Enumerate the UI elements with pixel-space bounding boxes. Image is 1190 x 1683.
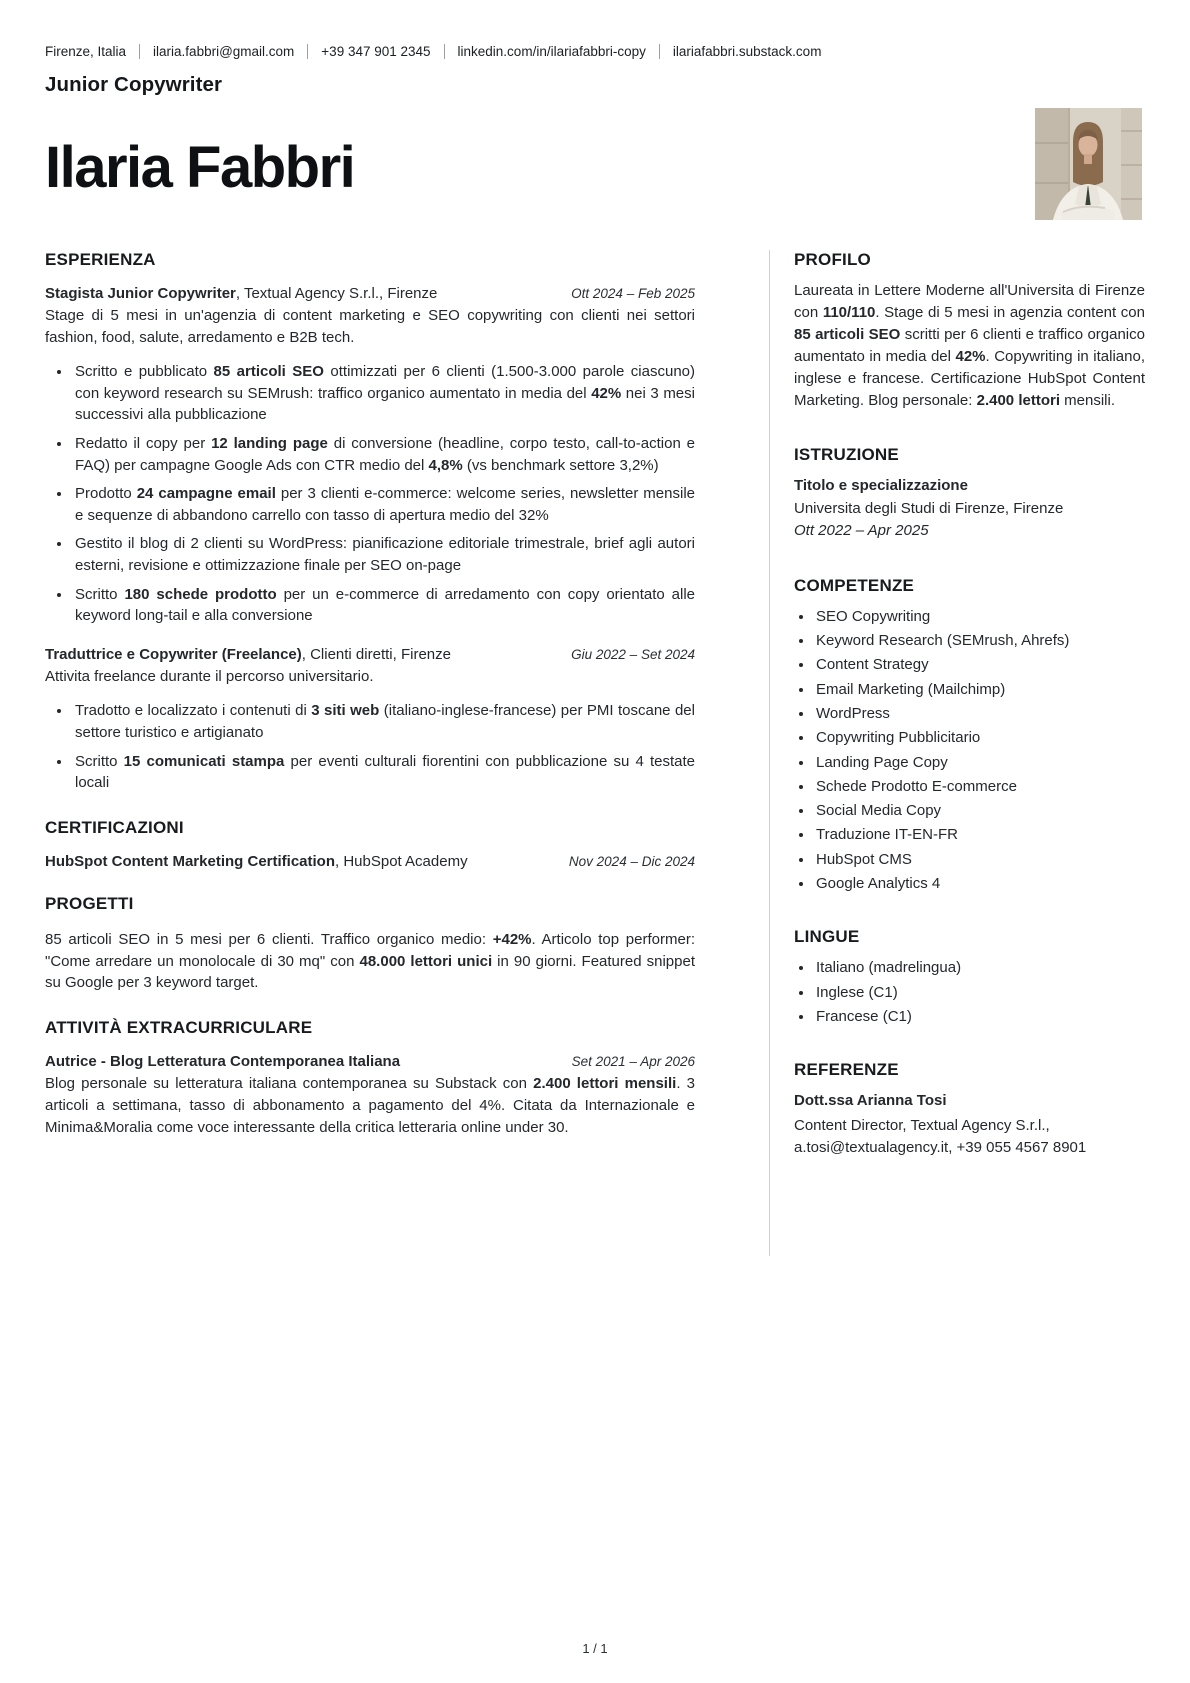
experience-entry	[45, 646, 695, 794]
section-extracurricular	[45, 1018, 695, 1139]
section-certifications	[45, 818, 695, 870]
job-summary: Attivita freelance durante il percorso universitario.	[45, 667, 374, 685]
contact-separator	[659, 44, 660, 59]
education-degree: Titolo e specializzazione	[794, 477, 968, 495]
contact-separator	[139, 44, 140, 59]
contact-email-link[interactable]: ilaria.fabbri@gmail.com	[153, 44, 295, 59]
section-title-education: ISTRUZIONE	[794, 445, 899, 465]
skills-list	[794, 606, 1145, 895]
reference-details: Content Director, Textual Agency S.r.l., a.tosi@textualagency.it, +39 055 4567 8901	[794, 1116, 1087, 1156]
language-item: • Italiano (madrelingua)	[814, 957, 1145, 978]
page-indicator: 1 / 1	[582, 1641, 608, 1656]
section-title-languages: LINGUE	[794, 927, 860, 947]
section-title-skills: COMPETENZE	[794, 575, 915, 595]
section-languages	[794, 927, 1145, 1027]
language-item: • Francese (C1)	[814, 1006, 1145, 1027]
section-title-experience: ESPERIENZA	[45, 250, 156, 269]
skill-item: • Google Analytics 4	[814, 873, 1145, 894]
job-bullet: • Scritto e pubblicato 85 articoli SEO ottimizzati per 6 clienti (1.500-3.000 parole ciascuno) con keyword research su SEMrush: traffico organico aumentato in media del 42% nei 3 mesi successivi alla pubblicazione	[72, 361, 695, 426]
skill-item: • Content Strategy	[814, 654, 1145, 675]
skill-item: • Keyword Research (SEMrush, Ahrefs)	[814, 630, 1145, 651]
contact-separator	[444, 44, 445, 59]
skill-item: • Email Marketing (Mailchimp)	[814, 679, 1145, 700]
job-meta: , Textual Agency S.r.l., Firenze	[235, 285, 438, 302]
projects-text: 85 articoli SEO in 5 mesi per 6 clienti. Traffico organico medio: +42%. Articolo top performer: "Come arredare un monolocale di 30 mq" con 48.000 lettori unici in 90 giorni. Featured snippet su Google per 3 keyword target.	[45, 930, 695, 992]
skill-item: • Schede Prodotto E-commerce	[814, 776, 1145, 797]
job-bullet-list	[45, 361, 695, 627]
section-title-profile: PROFILO	[794, 250, 871, 269]
section-projects	[45, 894, 695, 995]
certification-meta: , HubSpot Academy	[335, 852, 468, 870]
job-role: Stagista Junior Copywriter	[45, 285, 236, 302]
job-dates: Giu 2022 – Set 2024	[571, 646, 695, 662]
education-school: Universita degli Studi di Firenze, Firenze	[794, 499, 1064, 517]
certification-dates: Nov 2024 – Dic 2024	[568, 853, 695, 869]
section-education	[794, 445, 1145, 543]
job-dates: Ott 2024 – Feb 2025	[571, 286, 695, 301]
job-title-line	[45, 646, 451, 663]
job-summary: Stage di 5 mesi in un'agenzia di content marketing e SEO copywriting con clienti nei settori fashion, food, salute, arredamento e B2B tech.	[45, 307, 695, 346]
main-column	[45, 250, 695, 1256]
section-experience	[45, 250, 695, 794]
extracurricular-role: Autrice - Blog Letteratura Contemporanea Italiana	[45, 1053, 401, 1071]
section-references	[794, 1060, 1145, 1159]
section-title-certifications: CERTIFICAZIONI	[45, 817, 184, 837]
section-title-references: REFERENZE	[794, 1060, 899, 1080]
skill-item: • SEO Copywriting	[814, 606, 1145, 627]
profile-text: Laureata in Lettere Moderne all'Universita di Firenze con 110/110. Stage di 5 mesi in agenzia content con 85 articoli SEO scritti per 6 clienti e traffico organico aumentato in media del 42%. Copywriting in italiano, inglese e francese. Certificazione HubSpot Content Marketing. Blog personale: 2.400 lettori mensili.	[794, 282, 1145, 410]
header	[0, 0, 1190, 201]
job-title-line	[45, 285, 437, 302]
extracurricular-dates: Set 2021 – Apr 2026	[571, 1054, 695, 1070]
job-bullet-list	[45, 700, 695, 793]
skill-item: • Copywriting Pubblicitario	[814, 727, 1145, 748]
contact-website-link[interactable]: ilariafabbri.substack.com	[672, 44, 822, 59]
reference-name: Dott.ssa Arianna Tosi	[794, 1092, 947, 1110]
extracurricular-text: Blog personale su letteratura italiana contemporanea su Substack con 2.400 lettori mensili. 3 articoli a settimana, tasso di abbonamento a pagamento del 4%. Citata da Internazionale e Minima&Moralia come voce interessante della critica letteraria online under 30.	[45, 1075, 695, 1137]
contact-line	[45, 44, 1145, 59]
side-column	[769, 250, 1145, 1256]
skill-item: • Traduzione IT-EN-FR	[814, 824, 1145, 845]
languages-list	[794, 957, 1145, 1027]
job-bullet: • Tradotto e localizzato i contenuti di 3 siti web (italiano-inglese-francese) per PMI toscane del settore turistico e artigianato	[72, 700, 695, 743]
contact-location: Firenze, Italia	[45, 44, 127, 59]
job-role: Traduttrice e Copywriter (Freelance)	[45, 645, 302, 663]
skill-item: • WordPress	[814, 703, 1145, 724]
job-bullet: • Scritto 180 schede prodotto per un e-commerce di arredamento con copy orientato alle keyword long-tail e alla conversione	[72, 584, 695, 627]
profile-photo	[1035, 108, 1142, 220]
education-dates: Ott 2022 – Apr 2025	[794, 522, 929, 540]
skill-item: • Social Media Copy	[814, 800, 1145, 821]
section-title-extracurricular: ATTIVITÀ EXTRACURRICULARE	[45, 1018, 313, 1038]
role-title: Junior Copywriter	[45, 73, 223, 96]
section-title-projects: PROGETTI	[45, 893, 134, 913]
certification-entry	[45, 853, 695, 870]
job-bullet: • Scritto 15 comunicati stampa per eventi culturali fiorentini con pubblicazione su 4 testate locali	[72, 751, 695, 794]
candidate-name: Ilaria Fabbri	[45, 135, 355, 200]
certification-name: HubSpot Content Marketing Certification	[45, 852, 335, 870]
skill-item: • Landing Page Copy	[814, 752, 1145, 773]
skill-item: • HubSpot CMS	[814, 849, 1145, 870]
experience-entry	[45, 285, 695, 627]
job-meta: , Clienti diretti, Firenze	[301, 645, 451, 663]
job-bullet: • Redatto il copy per 12 landing page di conversione (headline, corpo testo, call-to-action e FAQ) per campagne Google Ads con CTR medio del 4,8% (vs benchmark settore 3,2%)	[72, 433, 695, 476]
content-columns	[0, 250, 1190, 1256]
contact-separator	[307, 44, 308, 59]
contact-linkedin-link[interactable]: linkedin.com/in/ilariafabbri-copy	[457, 44, 646, 59]
contact-phone: +39 347 901 2345	[321, 44, 431, 59]
language-item: • Inglese (C1)	[814, 982, 1145, 1003]
job-bullet: • Prodotto 24 campagne email per 3 clienti e-commerce: welcome series, newsletter mensile e sequenze di abbandono carrello con tasso di apertura medio del 32%	[72, 483, 695, 526]
job-bullet: • Gestito il blog di 2 clienti su WordPress: pianificazione editoriale trimestrale, brief agli autori esterni, revisione e ottimizzazione finale per SEO on-page	[72, 533, 695, 576]
section-skills	[794, 576, 1145, 895]
section-profile	[794, 250, 1145, 412]
